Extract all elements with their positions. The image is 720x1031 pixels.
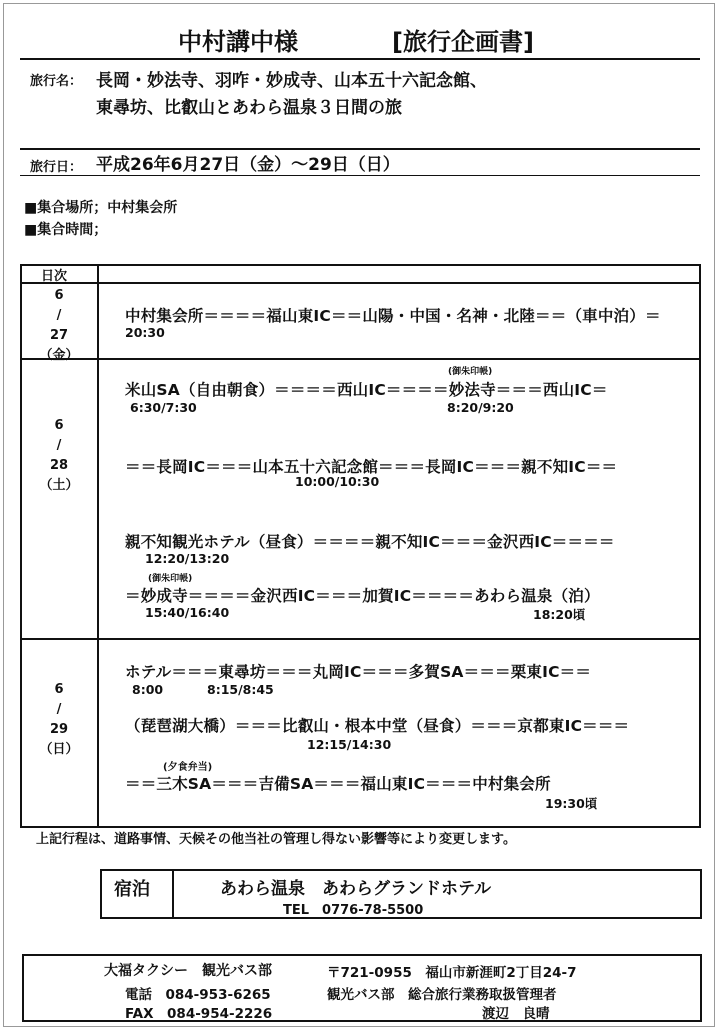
trip-date-label: 旅行日： [30,160,83,175]
lodging-label: 宿泊 [114,879,150,900]
company-manager-title: 観光バス部 総合旅行業務取扱管理者 [327,987,557,1003]
table-header-divider [20,282,701,284]
lodging-divider [172,869,174,919]
day1-divider [20,358,701,360]
title-underline [20,58,700,60]
trip-name-label: 旅行名： [30,74,83,89]
lodging-name: あわら温泉 あわらグランドホテル [220,879,492,899]
day2-time1a: 6:30/7:30 [130,400,197,415]
lodging-tel: TEL 0776-78-5500 [283,903,424,918]
day3-time2: 12:15/14:30 [307,737,392,752]
company-name: 大福タクシー 観光バス部 [104,963,272,979]
trip-name-line1: 長岡・妙法寺、羽咋・妙成寺、山本五十六記念館、 [96,71,487,91]
day2-day: 28 [49,458,69,473]
company-fax: FAX 084-954-2226 [125,1006,273,1022]
trip-date-underline [20,175,700,176]
day2-route2: ＝＝長岡IC＝＝＝山本五十六記念館＝＝＝長岡IC＝＝＝親不知IC＝＝ [125,458,618,476]
day3-time3: 19:30頃 [545,796,598,811]
document-type: [旅行企画書] [392,28,534,56]
day2-weekday: （土） [39,478,79,493]
day2-time1b: 8:20/9:20 [447,400,514,415]
meeting-time: ■集合時間； [24,222,108,238]
day2-time4b: 18:20頃 [533,607,586,622]
meeting-place: ■集合場所；中村集会所 [24,200,178,216]
day2-date [20,416,98,496]
day3-note-dinner: (夕食弁当) [163,762,213,773]
day3-month: 6 [54,682,64,697]
day2-time4a: 15:40/16:40 [145,605,230,620]
company-manager-name: 渡辺 良晴 [482,1006,550,1022]
day3-weekday: （日） [39,742,79,757]
day2-note-goshuin-2: (御朱印帳) [148,574,193,584]
trip-date: 平成26年6月27日（金）～29日（日） [96,155,400,175]
day1-route: 中村集会所＝＝＝＝福山東IC＝＝山陽・中国・名神・北陸＝＝（車中泊）＝ [125,307,661,325]
day2-note-goshuin: (御朱印帳) [448,367,493,377]
trip-name-line2: 東尋坊、比叡山とあわら温泉３日間の旅 [96,98,402,118]
company-phone: 電話 084-953-6265 [125,987,271,1003]
day1-day: 27 [49,328,69,343]
day2-route4: ＝妙成寺＝＝＝＝金沢西IC＝＝＝加賀IC＝＝＝＝あわら温泉（泊） [125,587,600,605]
company-address: 〒721-0955 福山市新涯町2丁目24-7 [327,965,577,981]
page-title: 中村講中様 [178,28,298,56]
day2-month: 6 [54,418,64,433]
table-header-day: 日次 [41,269,68,284]
day2-sep: / [56,438,62,453]
day1-month: 6 [54,288,64,303]
day3-date [20,680,98,760]
day2-time2: 10:00/10:30 [295,474,380,489]
day3-route2: （琵琶湖大橋）＝＝＝比叡山・根本中堂（昼食）＝＝＝京都東IC＝＝＝ [125,717,630,735]
day3-route1: ホテル＝＝＝東尋坊＝＝＝丸岡IC＝＝＝多賀SA＝＝＝栗東IC＝＝ [125,663,592,681]
day3-sep: / [56,702,62,717]
day3-day: 29 [49,722,69,737]
day1-sep: / [56,308,62,323]
day3-time1b: 8:15/8:45 [207,682,274,697]
day2-route1: 米山SA（自由朝食）＝＝＝＝西山IC＝＝＝＝妙法寺＝＝＝西山IC＝ [125,381,608,399]
notice-text: 上記行程は、道路事情、天候その他当社の管理し得ない影響等により変更します。 [36,832,516,847]
day2-time3: 12:20/13:20 [145,551,230,566]
day1-date [20,286,98,366]
day3-time1a: 8:00 [132,682,164,697]
day1-time: 20:30 [125,325,165,340]
day2-divider [20,638,701,640]
day2-route3: 親不知観光ホテル（昼食）＝＝＝＝親不知IC＝＝＝金沢西IC＝＝＝＝ [125,533,615,551]
day1-weekday: （金） [39,348,79,363]
day3-route3: ＝＝三木SA＝＝＝吉備SA＝＝＝福山東IC＝＝＝中村集会所 [125,775,551,793]
